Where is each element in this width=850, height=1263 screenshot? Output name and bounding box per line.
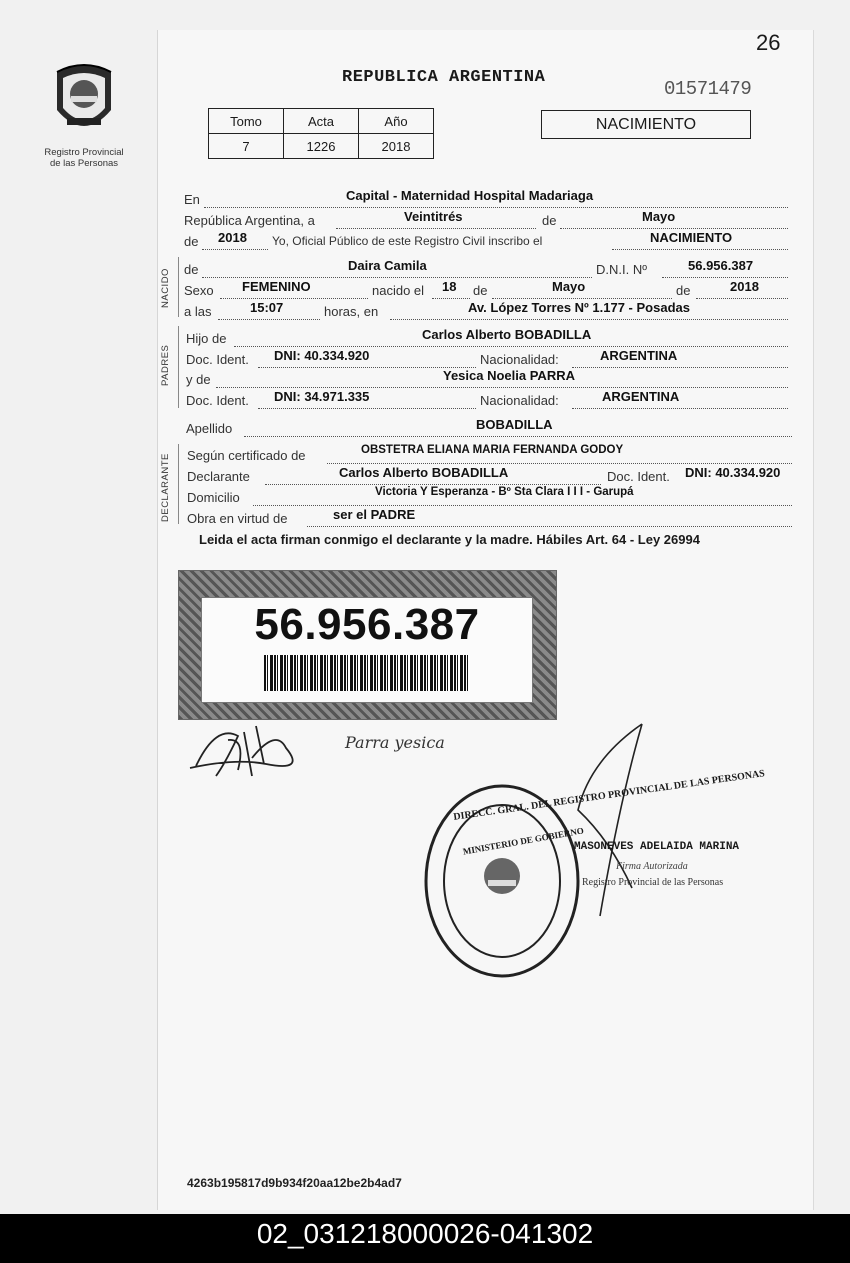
child-dni-value: 56.956.387	[688, 258, 754, 273]
year-value: 2018	[218, 230, 247, 245]
official-signature	[570, 720, 650, 920]
horas-label: horas, en	[324, 304, 379, 319]
doc3-label: Doc. Ident.	[607, 469, 670, 484]
sticker-number: 56.956.387	[254, 600, 480, 649]
row-time-place	[184, 302, 788, 320]
dotted-line	[265, 484, 601, 485]
dotted-line	[432, 298, 470, 299]
tomo-header: Tomo	[209, 109, 284, 134]
mother-signature: Parra yesica	[345, 733, 445, 752]
dotted-line	[390, 319, 788, 320]
segun-label: Según certificado de	[187, 448, 306, 463]
domicilio-label: Domicilio	[187, 490, 240, 505]
row-obra	[187, 509, 792, 527]
dotted-line	[202, 249, 268, 250]
section-nacido: NACIDO	[160, 268, 171, 308]
row-place	[184, 190, 788, 208]
anio-value: 2018	[359, 134, 434, 159]
section-divider	[178, 257, 179, 317]
anio-header: Año	[359, 109, 434, 134]
child-name-value: Daira Camila	[348, 258, 427, 273]
dotted-line	[662, 277, 788, 278]
footer-code: 02_031218000026-041302	[0, 1214, 850, 1263]
act-type-value: NACIMIENTO	[650, 230, 733, 245]
official-org: Registro Provincial de las Personas	[582, 877, 724, 888]
tomo-acta-anio-table	[208, 108, 434, 159]
row-domicilio	[187, 488, 792, 506]
registry-caption: Registro Provincial de las Personas	[44, 147, 124, 169]
nacido-label: nacido el	[372, 283, 425, 298]
en-label: En	[184, 192, 200, 207]
dotted-line	[327, 463, 792, 464]
dotted-line	[572, 367, 788, 368]
seal-ring-text: DIRECC. GRAL. DEL REGISTRO PROVINCIAL DE LAS PERSONAS	[452, 768, 766, 823]
mother-value: Yesica Noelia PARRA	[443, 368, 575, 383]
document-hash: 4263b195817d9b934f20aa12be2b4ad7	[187, 1176, 402, 1190]
birth-year-value: 2018	[730, 279, 759, 294]
father-nat-value: ARGENTINA	[600, 348, 678, 363]
dotted-line	[560, 228, 788, 229]
birth-month-value: Mayo	[552, 279, 586, 294]
declarante-label: Declarante	[187, 469, 250, 484]
row-child	[184, 260, 788, 278]
dotted-line	[696, 298, 788, 299]
dotted-line	[234, 346, 788, 347]
declarant-signature	[186, 718, 326, 784]
certificado-value: OBSTETRA ELIANA MARIA FERNANDA GODOY	[361, 444, 624, 456]
dotted-line	[307, 526, 792, 527]
page-number: 26	[756, 30, 781, 55]
father-doc-value: DNI: 40.334.920	[274, 348, 370, 363]
dotted-line	[244, 436, 792, 437]
yde-label: y de	[186, 372, 211, 387]
doc2-label: Doc. Ident.	[186, 393, 249, 408]
section-divider	[178, 326, 179, 408]
de2-label: de	[184, 262, 199, 277]
republica-label: República Argentina, a	[184, 213, 315, 228]
de-label: de	[542, 213, 557, 228]
domicilio-value: Victoria Y Esperanza - Bº Sta Clara I I I - Garupá	[375, 486, 634, 498]
dotted-line	[258, 408, 476, 409]
section-divider	[178, 444, 179, 524]
id-sticker	[178, 570, 557, 720]
birth-place-value: Av. López Torres Nº 1.177 - Posadas	[468, 300, 690, 315]
declarante-doc-value: DNI: 40.334.920	[685, 465, 781, 480]
row-apellido	[186, 419, 792, 437]
de4-label: de	[676, 283, 691, 298]
nac-label: Nacionalidad:	[480, 352, 559, 367]
republic-title: REPUBLICA ARGENTINA	[342, 68, 546, 87]
apellido-value: BOBADILLA	[476, 417, 553, 432]
dotted-line	[572, 408, 788, 409]
mother-nat-value: ARGENTINA	[602, 389, 680, 404]
father-value: Carlos Alberto BOBADILLA	[422, 327, 592, 342]
birth-time-value: 15:07	[250, 300, 284, 315]
hijo-label: Hijo de	[186, 331, 227, 346]
row-year	[184, 232, 788, 250]
dotted-line	[202, 277, 592, 278]
provincial-seal-icon	[49, 60, 119, 140]
row-date	[184, 211, 788, 229]
section-declarante: DECLARANTE	[160, 453, 171, 522]
registry-logo	[42, 60, 126, 169]
tomo-value: 7	[209, 134, 284, 159]
de3-label: de	[473, 283, 488, 298]
seal-inner-text: MINISTERIO DE GOBIERNO	[462, 825, 585, 857]
serial-number: 01571479	[664, 78, 752, 100]
row-declarante	[187, 467, 792, 485]
row-father	[186, 329, 788, 347]
row-mother	[186, 370, 788, 388]
sexo-value: FEMENINO	[242, 279, 311, 294]
day-words-value: Veintitrés	[404, 209, 463, 224]
dotted-line	[336, 228, 536, 229]
birth-day-value: 18	[442, 279, 457, 294]
apellido-label: Apellido	[186, 421, 233, 436]
nac2-label: Nacionalidad:	[480, 393, 559, 408]
dotted-line	[612, 249, 788, 250]
dotted-line	[492, 298, 672, 299]
acta-value: 1226	[284, 134, 359, 159]
act-type-box: NACIMIENTO	[541, 110, 751, 139]
dotted-line	[253, 505, 792, 506]
sticker-label	[201, 597, 533, 703]
row-sex	[184, 281, 788, 299]
official-role: Firma Autorizada	[616, 861, 688, 872]
dni-label: D.N.I. Nº	[596, 262, 647, 277]
dotted-line	[218, 319, 320, 320]
row-mother-doc	[186, 391, 788, 409]
dotted-line	[220, 298, 368, 299]
dotted-line	[216, 387, 788, 388]
row-father-doc	[186, 350, 788, 368]
sexo-label: Sexo	[184, 283, 214, 298]
section-padres: PADRES	[160, 344, 171, 386]
declarante-value: Carlos Alberto BOBADILLA	[339, 465, 509, 480]
barcode	[264, 655, 470, 691]
closing-text: Leida el acta firman conmigo el declarante y la madre. Hábiles Art. 64 - Ley 26994	[199, 532, 700, 547]
acta-header: Acta	[284, 109, 359, 134]
dotted-line	[204, 207, 788, 208]
oficial-text: Yo, Oficial Público de este Registro Civil inscribo el	[272, 234, 543, 248]
obra-value: ser el PADRE	[333, 507, 416, 522]
row-certificado	[187, 446, 792, 464]
mother-doc-value: DNI: 34.971.335	[274, 389, 370, 404]
official-name: MASONEVES ADELAIDA MARINA	[574, 841, 740, 853]
month-value: Mayo	[642, 209, 676, 224]
year-de-label: de	[184, 234, 199, 249]
doc-label: Doc. Ident.	[186, 352, 249, 367]
place-value: Capital - Maternidad Hospital Madariaga	[346, 188, 594, 203]
obra-label: Obra en virtud de	[187, 511, 288, 526]
alas-label: a las	[184, 304, 212, 319]
